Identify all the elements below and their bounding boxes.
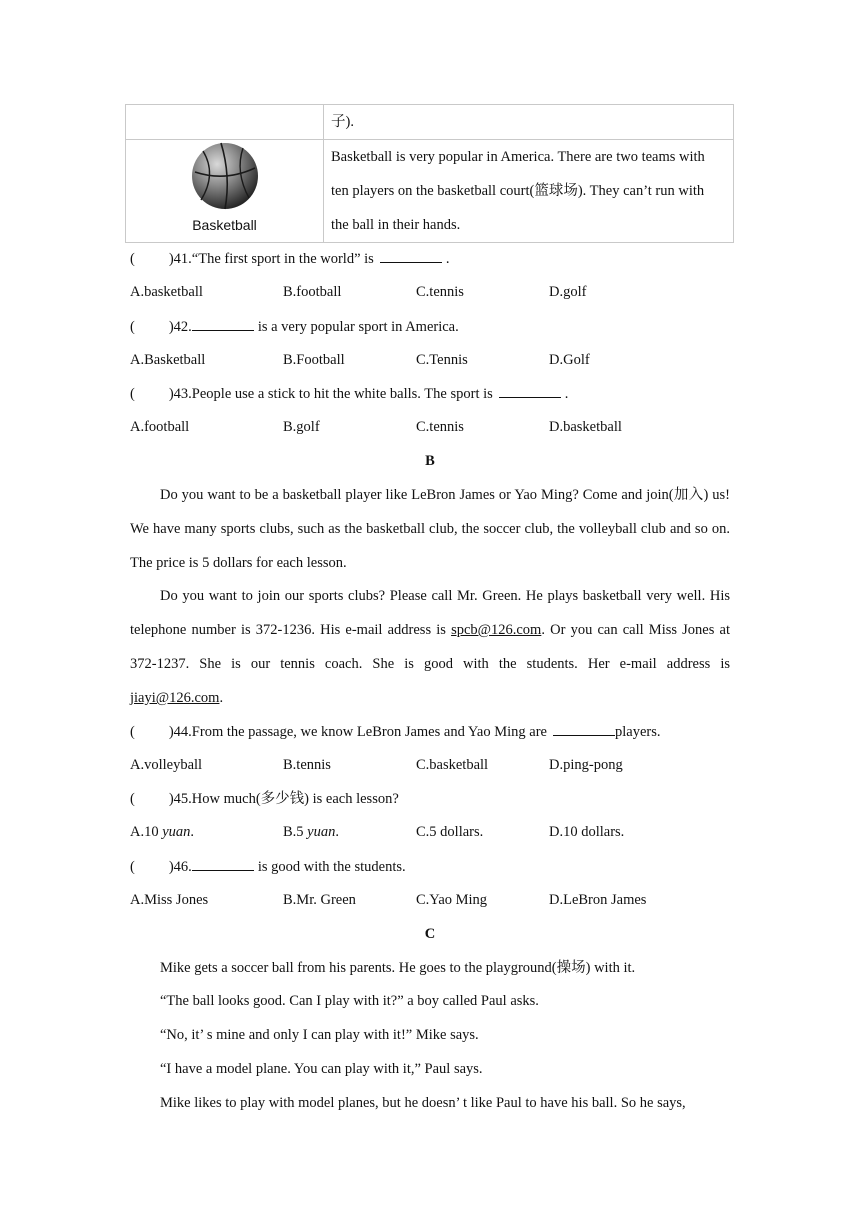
passage-c-line: Mike likes to play with model planes, but he doesn’ t like Paul to have his ball. So he says, bbox=[160, 1095, 686, 1111]
question-42 bbox=[130, 316, 459, 337]
question-text: )42. bbox=[168, 319, 192, 335]
question-text: )44.From the passage, we know LeBron James and Yao Ming are bbox=[168, 724, 547, 740]
option-d: D.basketball bbox=[549, 419, 622, 435]
option-d: D.golf bbox=[549, 284, 587, 300]
table-cell-text bbox=[324, 105, 734, 140]
paren-open: ( bbox=[130, 859, 135, 875]
option-b: B.Mr. Green bbox=[283, 892, 356, 908]
option-unit: yuan bbox=[162, 824, 191, 840]
option-d: D.Golf bbox=[549, 352, 590, 368]
basketball-caption: Basketball bbox=[192, 217, 257, 233]
answer-blank bbox=[192, 316, 254, 331]
answer-blank bbox=[380, 248, 442, 263]
option-d: D.ping-pong bbox=[549, 757, 623, 773]
option-d: D.LeBron James bbox=[549, 892, 647, 908]
passage-c-line: Mike gets a soccer ball from his parents. He goes to the playground(操场) with it. bbox=[160, 960, 636, 976]
paragraph-text: . Or you can call Miss Jones at 372-1237. She is our tennis coach. She is good with the students. Her e-mail address is bbox=[130, 622, 730, 672]
paren-open: ( bbox=[130, 319, 135, 335]
table-text-line: the ball in their hands. bbox=[331, 217, 461, 233]
question-text: )43.People use a stick to hit the white balls. The sport is bbox=[168, 386, 493, 402]
paren-open: ( bbox=[130, 386, 135, 402]
question-text: )41.“The first sport in the world” is bbox=[168, 251, 374, 267]
option-text: A.10 bbox=[130, 824, 163, 840]
question-43 bbox=[130, 383, 568, 404]
option-dot: . bbox=[190, 824, 195, 840]
option-a: A.volleyball bbox=[130, 757, 203, 773]
table-text-line: 子). bbox=[331, 114, 354, 130]
table-cell-text bbox=[324, 140, 734, 243]
email-link[interactable]: spcb@126.com bbox=[451, 622, 542, 638]
table-row bbox=[126, 105, 734, 140]
passage-b-paragraph-1: Do you want to be a basketball player like LeBron James or Yao Ming? Come and join(加入) us! We have many sports clubs, such as the basketball club, the soccer club, the volleyball club and so on. The price is 5 dollars for each lesson. bbox=[130, 487, 730, 571]
option-c: C.tennis bbox=[416, 284, 464, 300]
question-end: is good with the students. bbox=[257, 859, 406, 875]
question-end: . bbox=[445, 251, 450, 267]
option-dot: . bbox=[335, 824, 339, 840]
section-heading-c: C bbox=[424, 926, 436, 942]
option-a: A.Miss Jones bbox=[130, 892, 209, 908]
question-text: )45.How much(多少钱) is each lesson? bbox=[168, 791, 399, 807]
passage-b-paragraph-2 bbox=[130, 579, 730, 715]
passage-c-line: “No, it’ s mine and only I can play with it!” Mike says. bbox=[160, 1027, 479, 1043]
option-c: C.Yao Ming bbox=[416, 892, 488, 908]
option-c: C.5 dollars. bbox=[416, 824, 484, 840]
option-a: A.football bbox=[130, 419, 190, 435]
table-text-line: ten players on the basketball court(篮球场). They can’t run with bbox=[331, 183, 705, 199]
question-41 bbox=[130, 248, 449, 269]
paragraph-text: Do you want to join our sports clubs? Please call Mr. Green. He plays basketball very well. His telephone number is 372-1236. His e-mail address is bbox=[130, 588, 730, 638]
option-c: C.tennis bbox=[416, 419, 464, 435]
table-text-line: Basketball is very popular in America. There are two teams with bbox=[331, 149, 705, 165]
option-unit: yuan bbox=[307, 824, 336, 840]
question-45 bbox=[130, 789, 399, 809]
paren-open: ( bbox=[130, 724, 135, 740]
option-b bbox=[283, 822, 339, 842]
option-a: A.basketball bbox=[130, 284, 203, 300]
paren-open: ( bbox=[130, 251, 135, 267]
email-link[interactable]: jiayi@126.com bbox=[130, 690, 220, 706]
paren-open: ( bbox=[130, 791, 135, 807]
basketball-image bbox=[191, 142, 259, 210]
option-d: D.10 dollars. bbox=[549, 824, 625, 840]
answer-blank bbox=[553, 721, 615, 736]
option-text: B.5 bbox=[283, 824, 308, 840]
question-44 bbox=[130, 721, 660, 742]
table-row bbox=[126, 140, 734, 243]
sports-table bbox=[125, 104, 734, 243]
option-b: B.football bbox=[283, 284, 342, 300]
question-end: players. bbox=[614, 724, 661, 740]
option-b: B.tennis bbox=[283, 757, 331, 773]
option-b: B.golf bbox=[283, 419, 320, 435]
option-c: C.basketball bbox=[416, 757, 489, 773]
option-c: C.Tennis bbox=[416, 352, 468, 368]
question-46 bbox=[130, 856, 406, 877]
question-end: . bbox=[564, 386, 569, 402]
passage-c-line: “The ball looks good. Can I play with it?” a boy called Paul asks. bbox=[160, 993, 539, 1009]
option-a: A.Basketball bbox=[130, 352, 206, 368]
answer-blank bbox=[192, 856, 254, 871]
question-end: is a very popular sport in America. bbox=[257, 319, 459, 335]
option-a bbox=[130, 822, 194, 842]
section-heading-b: B bbox=[425, 453, 435, 469]
table-cell-empty bbox=[126, 105, 324, 140]
answer-blank bbox=[499, 383, 561, 398]
table-cell-image bbox=[126, 140, 324, 243]
passage-c-line: “I have a model plane. You can play with it,” Paul says. bbox=[160, 1061, 483, 1077]
option-b: B.Football bbox=[283, 352, 345, 368]
question-text: )46. bbox=[168, 859, 192, 875]
paragraph-text: . bbox=[219, 690, 224, 706]
